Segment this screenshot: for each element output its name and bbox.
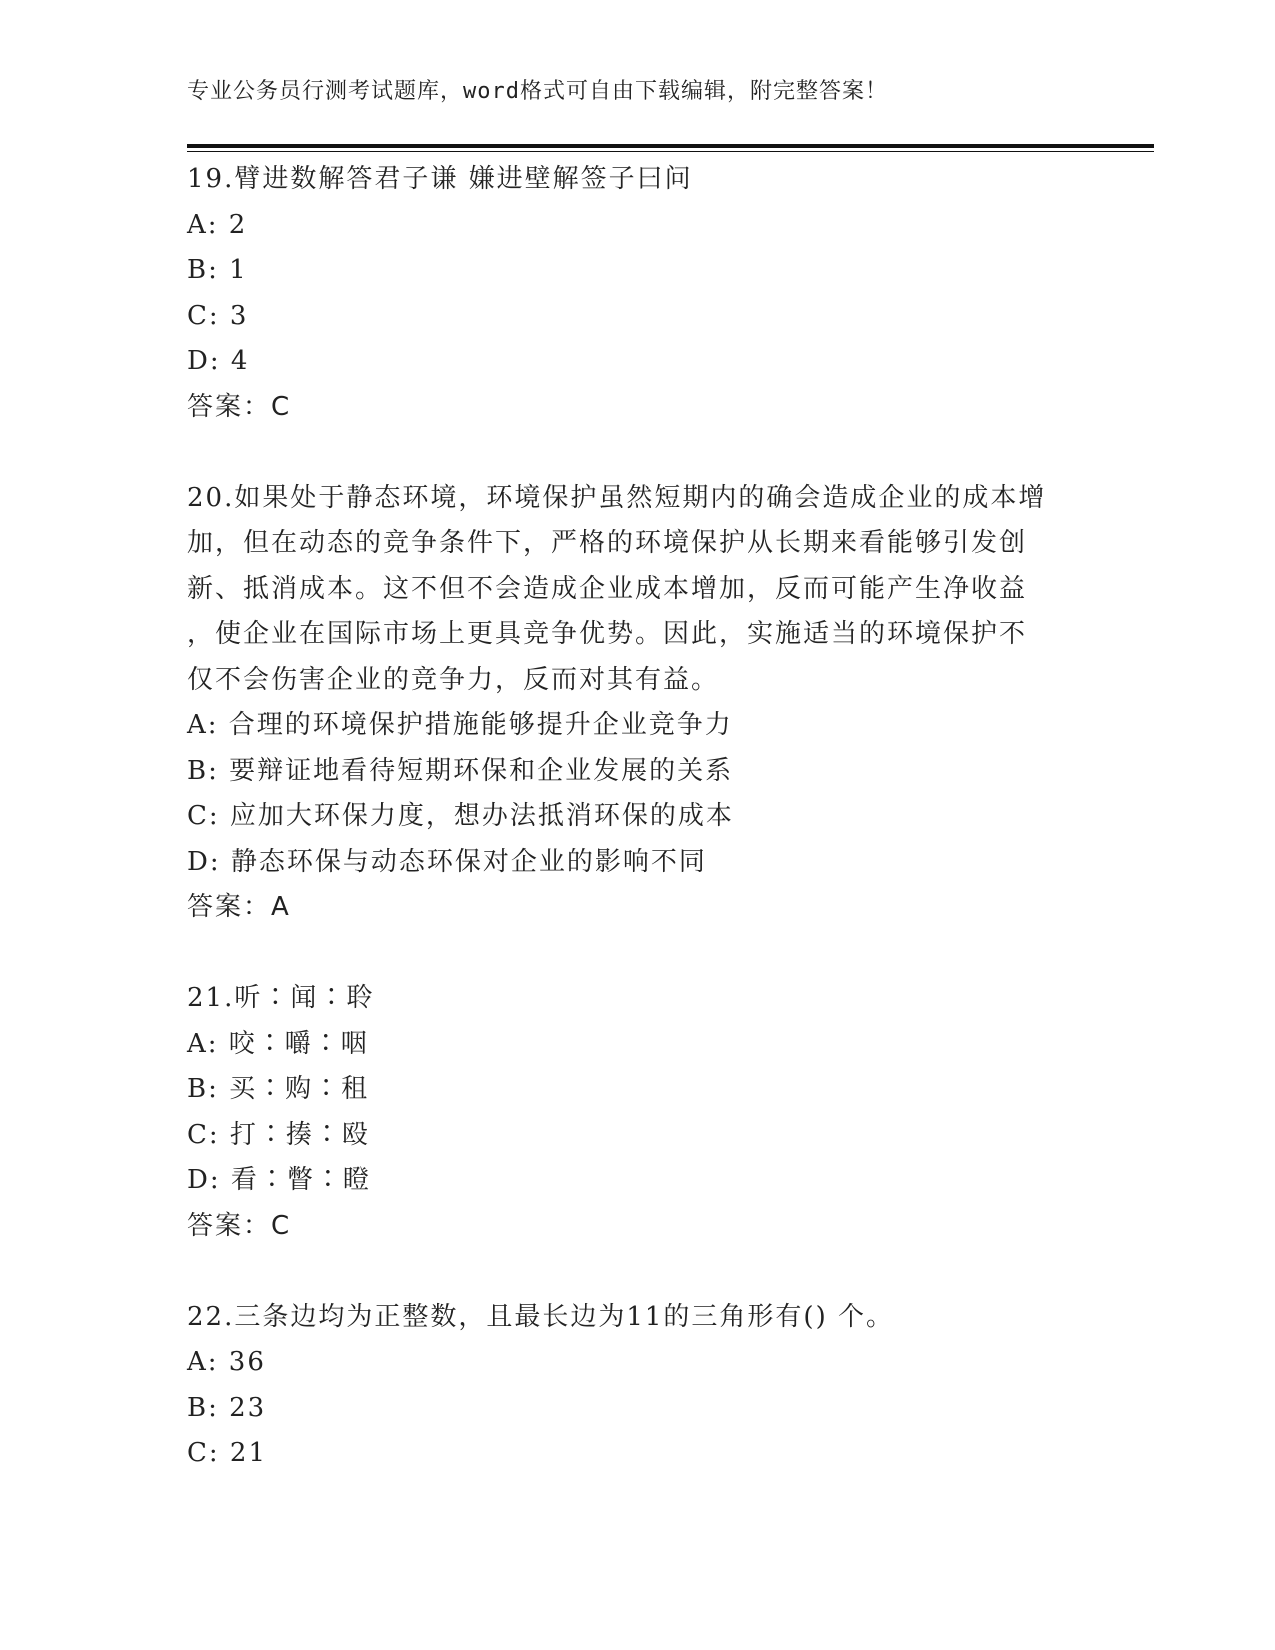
question-stem-line: 仅不会伤害企业的竞争力，反而对其有益。 [187,664,720,695]
option-a: A: 36 [187,1347,266,1377]
answer: 答案：C [187,391,292,422]
question-stem-line: 20.如果处于静态环境，环境保护虽然短期内的确会造成企业的成本增 [187,482,1047,513]
spacer [187,1249,1087,1295]
question-stem-line: ，使企业在国际市场上更具竞争优势。因此，实施适当的环境保护不 [187,619,1028,649]
question-20 [187,476,1087,931]
question-stem: 19.臂进数解答君子谦 嫌进壁解签子曰问 [187,164,693,194]
question-22 [187,1295,1087,1477]
header-rule-thick [187,144,1154,148]
option-b: B: 买∶购∶租 [187,1074,370,1104]
question-stem: 22.三条边均为正整数，且最长边为11的三角形有() 个。 [187,1301,894,1332]
question-stem-line: 加，但在动态的竞争条件下，严格的环境保护从长期来看能够引发创 [187,528,1028,558]
option-c: C: 打∶揍∶殴 [187,1119,370,1150]
option-c: C: 21 [187,1438,268,1468]
option-b: B: 要辩证地看待短期环保和企业发展的关系 [187,755,734,786]
option-d: D: 静态环保与动态环保对企业的影响不同 [187,846,707,877]
option-a: A: 2 [187,209,248,240]
question-stem: 21.听∶闻∶聆 [187,983,375,1013]
option-b: B: 1 [187,255,248,285]
spacer [187,931,1087,977]
question-19 [187,157,1087,430]
option-d: D: 看∶瞥∶瞪 [187,1165,371,1195]
spacer [187,430,1087,476]
answer: 答案：A [187,892,291,922]
option-a: A: 合理的环境保护措施能够提升企业竞争力 [187,710,733,740]
option-c: C: 应加大环保力度，想办法抵消环保的成本 [187,801,734,831]
option-d: D: 4 [187,346,250,376]
question-21 [187,976,1087,1249]
option-c: C: 3 [187,300,249,331]
option-b: B: 23 [187,1392,267,1423]
header-rule-thin [187,151,1154,152]
question-list [187,157,1087,1477]
answer: 答案：C [187,1210,292,1241]
header-note: 专业公务员行测考试题库，word格式可自由下载编辑，附完整答案！ [187,79,888,104]
question-stem-line: 新、抵消成本。这不但不会造成企业成本增加，反而可能产生净收益 [187,573,1028,604]
option-a: A: 咬∶嚼∶咽 [187,1028,369,1059]
